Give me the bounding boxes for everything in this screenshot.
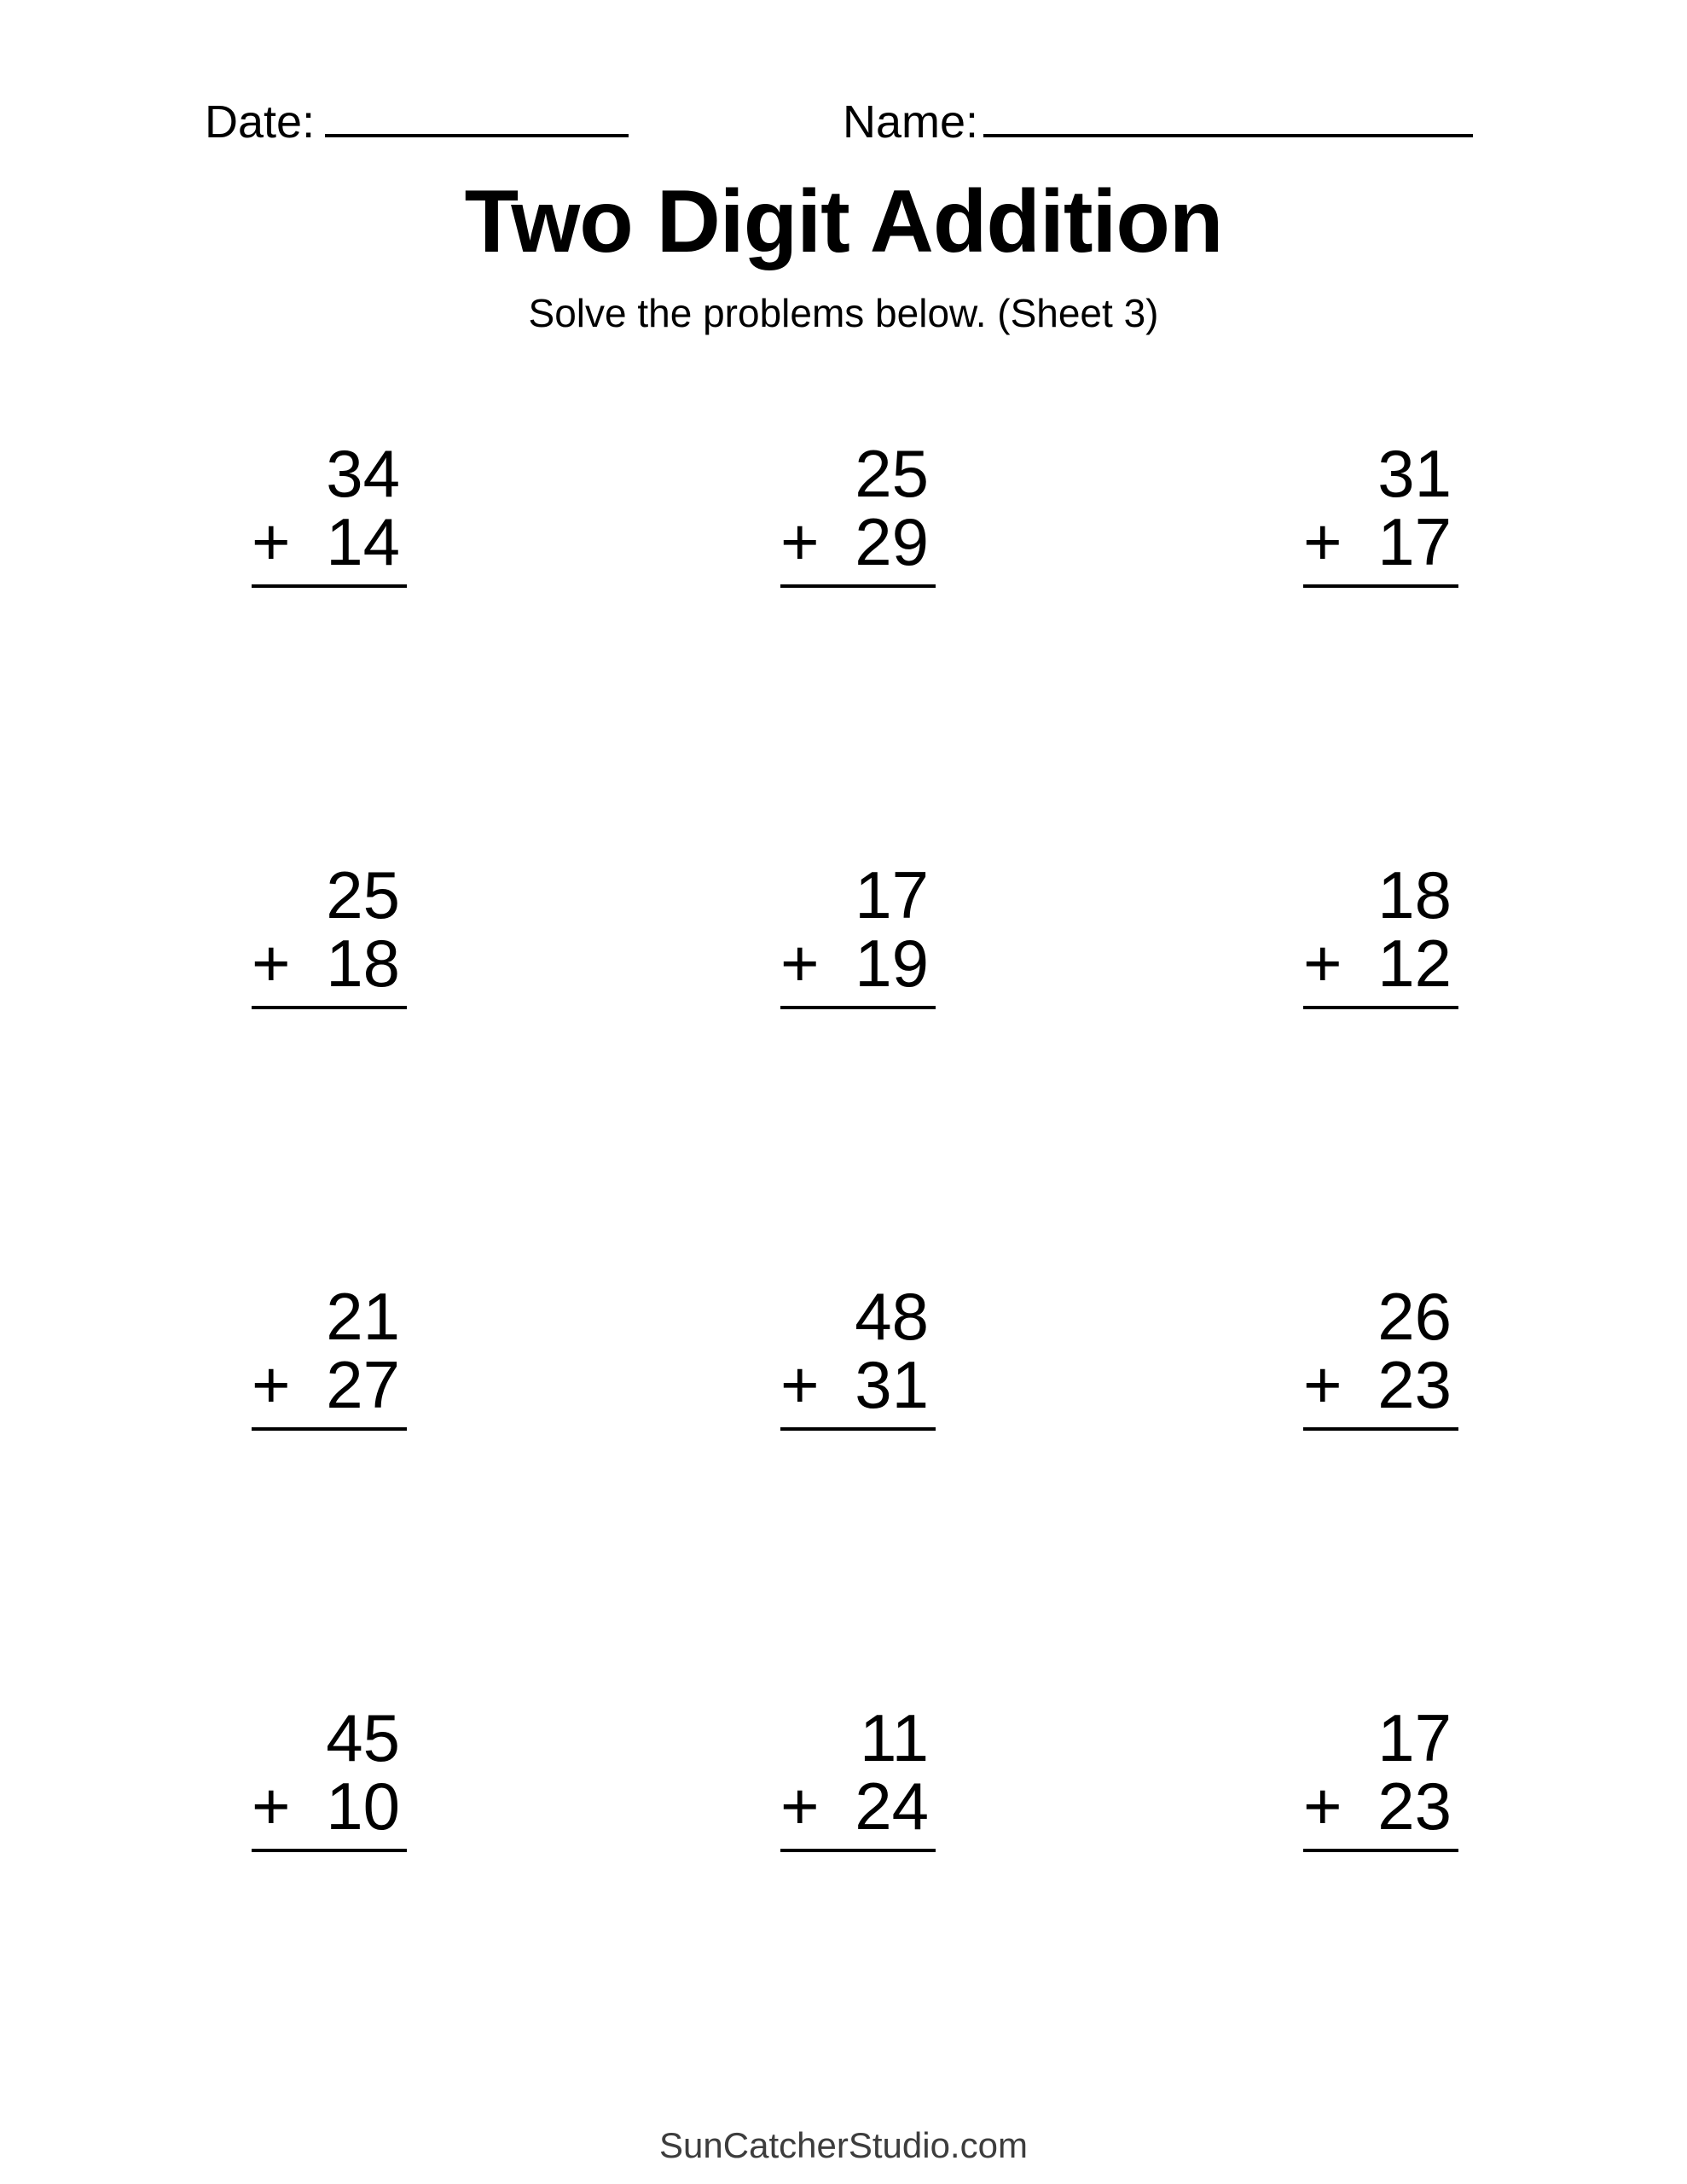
addition-problem <box>1303 1279 1458 1431</box>
addition-problem <box>1303 857 1458 1009</box>
addition-problem <box>780 1279 936 1431</box>
addition-problem <box>780 1700 936 1852</box>
sum-rule <box>252 1427 407 1431</box>
page-title: Two Digit Addition <box>464 172 1223 271</box>
addition-problem <box>252 1279 407 1431</box>
sum-rule <box>252 1849 407 1852</box>
addition-problem <box>1303 1700 1458 1852</box>
addition-problem <box>780 436 936 588</box>
top-addend: 17 <box>855 857 929 932</box>
sum-rule <box>780 584 936 588</box>
top-addend: 48 <box>855 1279 929 1354</box>
sum-rule <box>252 1006 407 1009</box>
plus-operator: + <box>780 926 820 1001</box>
addition-problem <box>252 857 407 1009</box>
sum-rule <box>1303 1427 1458 1431</box>
addition-problem <box>780 857 936 1009</box>
bottom-addend: 24 <box>855 1769 929 1844</box>
top-addend: 31 <box>1377 436 1452 511</box>
plus-operator: + <box>780 1347 820 1422</box>
top-addend: 25 <box>855 436 929 511</box>
plus-operator: + <box>252 504 291 579</box>
addition-problem <box>252 1700 407 1852</box>
bottom-addend: 17 <box>1377 504 1452 579</box>
sum-rule <box>780 1849 936 1852</box>
top-addend: 18 <box>1377 857 1452 932</box>
bottom-addend: 29 <box>855 504 929 579</box>
plus-operator: + <box>1303 926 1342 1001</box>
bottom-addend: 14 <box>326 504 400 579</box>
sum-rule <box>1303 1849 1458 1852</box>
plus-operator: + <box>1303 1347 1342 1422</box>
bottom-addend: 27 <box>326 1347 400 1422</box>
plus-operator: + <box>1303 1769 1342 1844</box>
name-field <box>843 96 1473 148</box>
date-write-line[interactable] <box>325 134 629 137</box>
plus-operator: + <box>252 1769 291 1844</box>
name-write-line[interactable] <box>983 134 1473 137</box>
bottom-addend: 31 <box>855 1347 929 1422</box>
addition-problem <box>1303 436 1458 588</box>
top-addend: 25 <box>326 857 400 932</box>
plus-operator: + <box>780 504 820 579</box>
top-addend: 21 <box>326 1279 400 1354</box>
plus-operator: + <box>252 1347 291 1422</box>
bottom-addend: 23 <box>1377 1347 1452 1422</box>
date-label: Date: <box>205 96 316 148</box>
sum-rule <box>780 1006 936 1009</box>
top-addend: 26 <box>1377 1279 1452 1354</box>
bottom-addend: 12 <box>1377 926 1452 1001</box>
bottom-addend: 10 <box>326 1769 400 1844</box>
date-field <box>205 96 629 148</box>
sum-rule <box>252 584 407 588</box>
top-addend: 11 <box>860 1700 929 1775</box>
bottom-addend: 19 <box>855 926 929 1001</box>
bottom-addend: 18 <box>326 926 400 1001</box>
plus-operator: + <box>1303 504 1342 579</box>
sum-rule <box>1303 1006 1458 1009</box>
top-addend: 45 <box>326 1700 400 1775</box>
sum-rule <box>1303 584 1458 588</box>
name-label: Name: <box>843 96 979 148</box>
bottom-addend: 23 <box>1377 1769 1452 1844</box>
footer-credit: SunCatcherStudio.com <box>659 2125 1028 2165</box>
sum-rule <box>780 1427 936 1431</box>
plus-operator: + <box>780 1769 820 1844</box>
top-addend: 34 <box>326 436 400 511</box>
addition-problem <box>252 436 407 588</box>
page-subtitle: Solve the problems below. (Sheet 3) <box>528 291 1159 335</box>
plus-operator: + <box>252 926 291 1001</box>
top-addend: 17 <box>1377 1700 1452 1775</box>
